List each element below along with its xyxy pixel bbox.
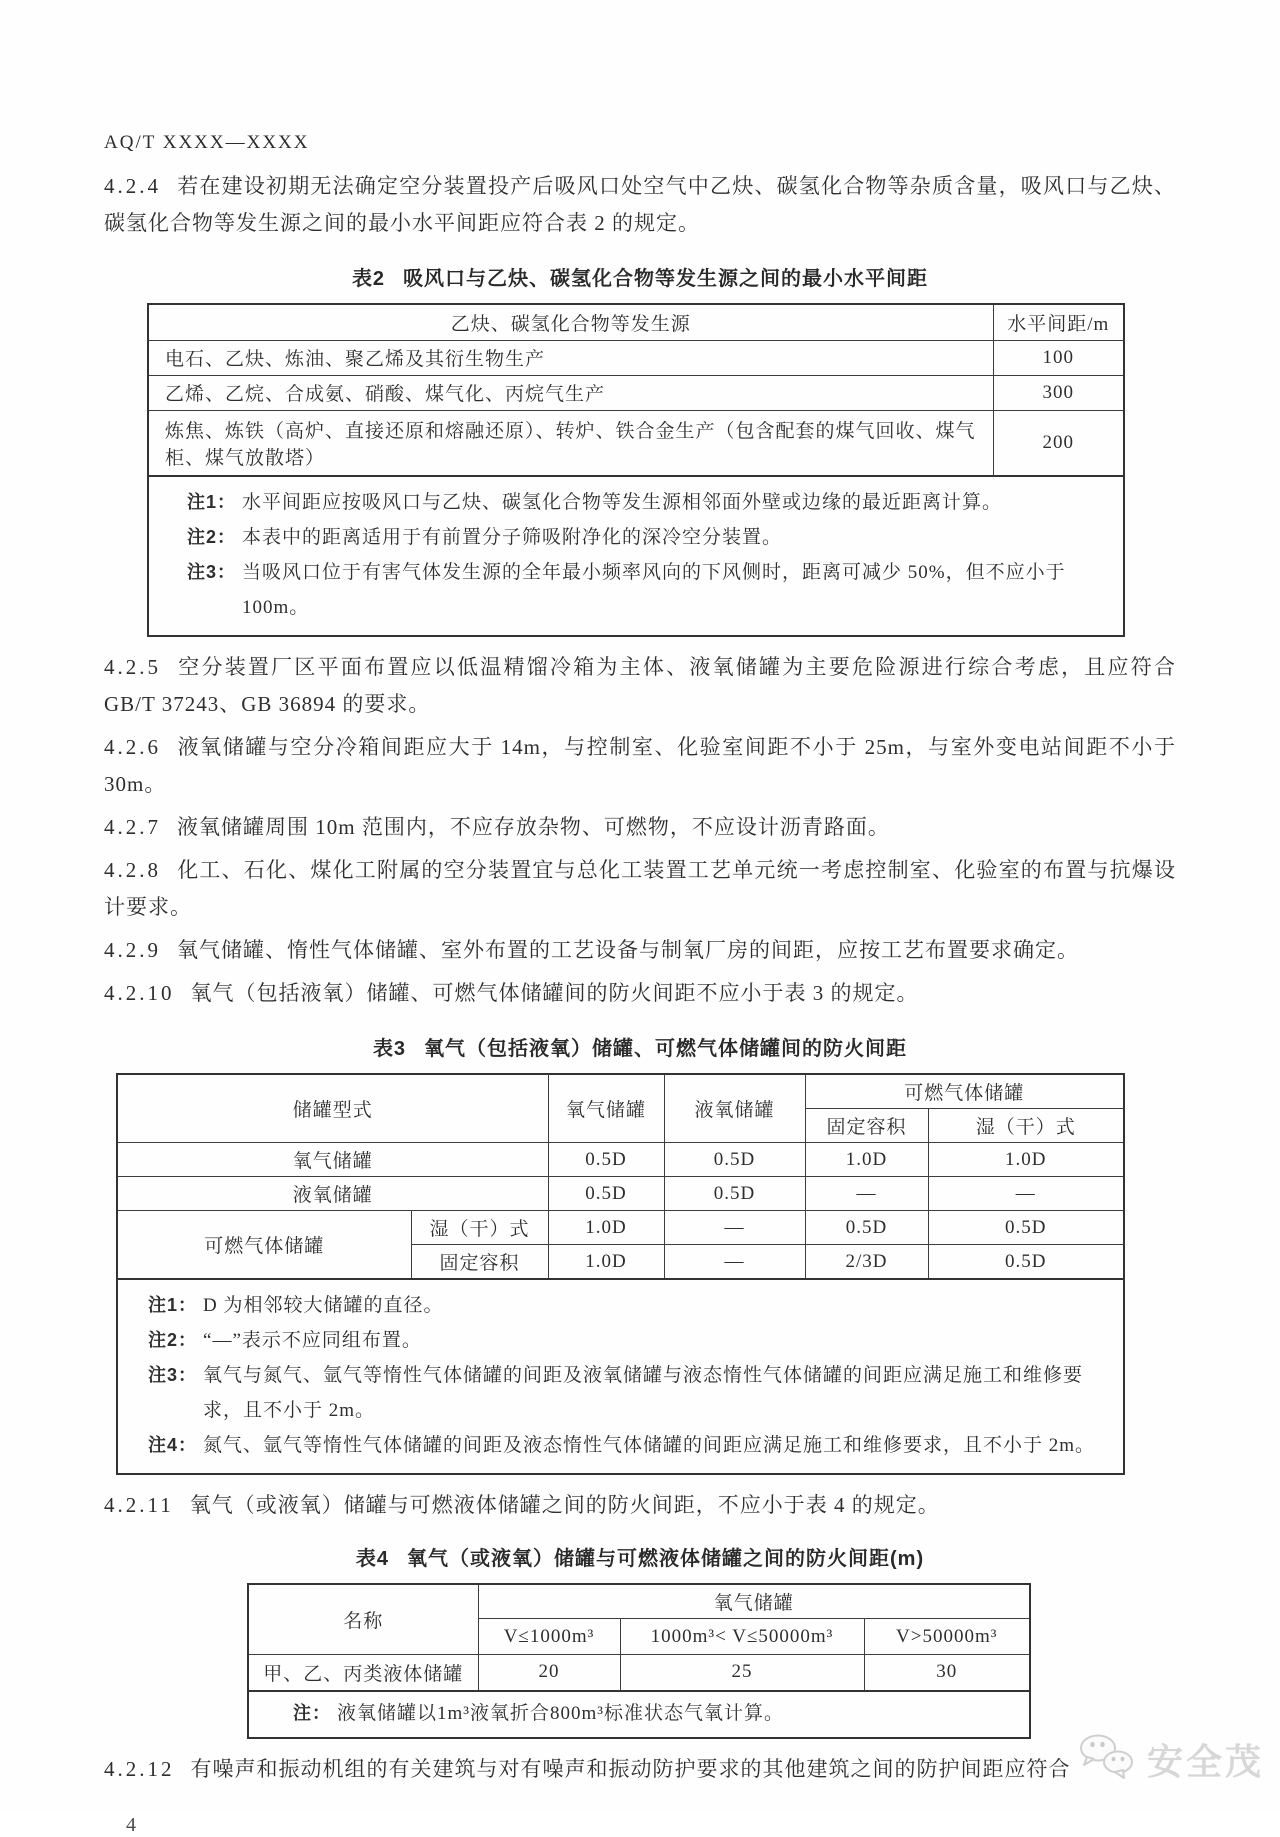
table2-note-2 [187,520,1109,555]
clause-4-2-5 [104,649,1176,723]
table4-header-oxygen-tank: 氧气储罐 [478,1584,1030,1619]
cell: 25 [620,1655,864,1691]
clause-text: 若在建设初期无法确定空分装置投产后吸风口处空气中乙炔、碳氢化合物等杂质含量，吸风口与乙炔、碳氢化合物等发生源之间的最小水平间距应符合表 2 的规定。 [104,174,1176,235]
cell: 20 [478,1655,620,1691]
note-label: 注： [293,1702,331,1723]
table2-row2-source: 炼焦、炼铁（高炉、直接还原和熔融还原）、转炉、铁合金生产（包含配套的煤气回收、煤气柜、煤气放散塔） [148,410,993,476]
table4-header-row-1 [248,1584,1030,1619]
table3-notes-row [117,1279,1124,1474]
clause-number: 4.2.10 [104,981,175,1005]
clause-4-2-9 [104,932,1176,969]
table3-note-2 [148,1323,1109,1358]
table2-row2-distance: 200 [993,410,1124,476]
clause-4-2-8 [104,852,1176,926]
table3-header-row-1 [117,1074,1124,1109]
cell: 0.5D [548,1143,664,1177]
table4-header-name: 名称 [248,1584,478,1655]
clause-number: 4.2.7 [104,815,161,839]
clause-text: 空分装置厂区平面布置应以低温精馏冷箱为主体、液氧储罐为主要危险源进行综合考虑，且应符合 GB/T 37243、GB 36894 的要求。 [104,655,1176,716]
table2-header-row [148,304,1124,340]
note-label: 注4： [148,1435,198,1455]
table3-header-tank-type: 储罐型式 [117,1074,548,1143]
table3-header-fixed-volume: 固定容积 [805,1109,928,1143]
watermark [1077,1733,1264,1786]
table-row [248,1655,1030,1691]
table4-notes [248,1691,1030,1738]
clause-4-2-10 [104,975,1176,1012]
note-label: 注2： [187,527,237,547]
cell: 0.5D [928,1245,1124,1280]
table2-row1-distance: 300 [993,375,1124,410]
table-row [148,375,1124,410]
table2-header-distance: 水平间距/m [993,304,1124,340]
note-text: 液氧储罐以1m³液氧折合800m³标准状态气氧计算。 [337,1702,784,1724]
cell: — [664,1245,805,1280]
table3 [116,1073,1125,1475]
cell: — [805,1177,928,1211]
note-label: 注1： [148,1295,198,1315]
table4-row0-label: 甲、乙、丙类液体储罐 [248,1655,478,1691]
note-label: 注3： [187,562,237,582]
note-text: 氮气、氩气等惰性气体储罐的间距及液态惰性气体储罐的间距应满足施工和维修要求，且不小于 2m。 [203,1435,1096,1456]
table-row [117,1143,1124,1177]
table3-caption-number: 表3 [372,1038,407,1060]
clause-number: 4.2.8 [104,858,161,882]
clause-4-2-12 [104,1751,1176,1788]
table2-note-3 [187,555,1109,625]
table2-caption-title: 吸风口与乙炔、碳氢化合物等发生源之间的最小水平间距 [403,268,929,290]
table3-note-4 [148,1428,1109,1463]
clause-number: 4.2.6 [104,735,161,759]
table4-header-v2: 1000m³< V≤50000m³ [620,1619,864,1655]
note-text: D 为相邻较大储罐的直径。 [203,1295,444,1316]
clause-4-2-7 [104,809,1176,846]
cell: 1.0D [548,1211,664,1245]
table3-caption-title: 氧气（包括液氧）储罐、可燃气体储罐间的防火间距 [424,1038,908,1060]
table3-header-oxygen: 氧气储罐 [548,1074,664,1143]
table4-caption-title: 氧气（或液氧）储罐与可燃液体储罐之间的防火间距(m) [407,1548,925,1570]
table2-note-1 [187,485,1109,520]
table3-row2-sub: 湿（干）式 [411,1211,548,1245]
table3-notes [117,1279,1124,1474]
table2-header-source: 乙炔、碳氢化合物等发生源 [148,304,993,340]
clause-4-2-6 [104,729,1176,803]
cell: 0.5D [548,1177,664,1211]
table3-note-3 [148,1358,1109,1428]
clause-number: 4.2.4 [104,174,161,198]
table2-caption-number: 表2 [351,268,386,290]
clause-number: 4.2.9 [104,938,161,962]
table2-row1-source: 乙烯、乙烷、合成氨、硝酸、煤气化、丙烷气生产 [148,375,993,410]
table-row [148,410,1124,476]
cell: 2/3D [805,1245,928,1280]
table2-notes-row [148,476,1124,636]
cell: — [664,1211,805,1245]
table4 [247,1583,1031,1739]
table3-header-wet-dry: 湿（干）式 [928,1109,1124,1143]
table3-header-lox: 液氧储罐 [664,1074,805,1143]
clause-text: 氧气储罐、惰性气体储罐、室外布置的工艺设备与制氧厂房的间距，应按工艺布置要求确定。 [177,938,1079,962]
table3-row3-sub: 固定容积 [411,1245,548,1280]
cell: 0.5D [664,1143,805,1177]
note-text: “—”表示不应同组布置。 [203,1330,422,1351]
note-text: 本表中的距离适用于有前置分子筛吸附净化的深冷空分装置。 [242,527,783,548]
table2 [147,303,1125,637]
clause-text: 有噪声和振动机组的有关建筑与对有噪声和振动防护要求的其他建筑之间的防护间距应符合 [190,1756,1071,1781]
clause-number: 4.2.11 [104,1493,174,1517]
table2-notes [148,476,1124,636]
table3-row1-label: 液氧储罐 [117,1177,548,1211]
page-number: 4 [126,1813,136,1836]
table4-caption [104,1542,1176,1571]
note-text: 水平间距应按吸风口与乙炔、碳氢化合物等发生源相邻面外壁或边缘的最近距离计算。 [242,492,1003,513]
cell: 0.5D [805,1211,928,1245]
note-text: 氧气与氮气、氩气等惰性气体储罐的间距及液氧储罐与液态惰性气体储罐的间距应满足施工和维修要求，且不小于 2m。 [203,1365,1084,1421]
clause-text: 液氧储罐周围 10m 范围内，不应存放杂物、可燃物，不应设计沥青路面。 [177,815,890,839]
table3-row0-label: 氧气储罐 [117,1143,548,1177]
cell: 1.0D [928,1143,1124,1177]
clause-4-2-11 [104,1487,1176,1524]
table3-row2-label: 可燃气体储罐 [117,1211,411,1280]
table-row [117,1211,1124,1245]
standard-number-header: AQ/T XXXX—XXXX [104,132,310,153]
cell: 30 [864,1655,1030,1691]
clause-text: 氧气（或液氧）储罐与可燃液体储罐之间的防火间距，不应小于表 4 的规定。 [189,1493,940,1517]
note-label: 注1： [187,492,237,512]
table-row [117,1177,1124,1211]
table4-caption-number: 表4 [355,1548,389,1570]
cell: 0.5D [928,1211,1124,1245]
note-label: 注2： [148,1330,198,1350]
clause-text: 化工、石化、煤化工附属的空分装置宜与总化工装置工艺单元统一考虑控制室、化验室的布置与抗爆设计要求。 [104,858,1176,919]
table4-header-v1: V≤1000m³ [478,1619,620,1655]
note-label: 注3： [148,1365,198,1385]
table3-caption [104,1032,1176,1061]
table4-notes-row [248,1691,1030,1738]
table4-header-v3: V>50000m³ [864,1619,1030,1655]
table4-note [293,1696,1015,1731]
clause-4-2-4 [104,168,1176,242]
table2-row0-distance: 100 [993,340,1124,375]
watermark-text: 安全茂 [1146,1741,1264,1782]
cell: 0.5D [664,1177,805,1211]
table-row [148,340,1124,375]
table3-header-flammable: 可燃气体储罐 [805,1074,1124,1109]
cell: 1.0D [805,1143,928,1177]
clause-number: 4.2.5 [104,655,161,679]
table2-row0-source: 电石、乙炔、炼油、聚乙烯及其衍生物生产 [148,340,993,375]
table3-note-1 [148,1288,1109,1323]
cell: 1.0D [548,1245,664,1280]
chat-bubbles-icon [1077,1733,1139,1786]
clause-number: 4.2.12 [104,1756,175,1781]
note-text: 当吸风口位于有害气体发生源的全年最小频率风向的下风侧时，距离可减少 50%，但不应小于 100m。 [242,562,1066,618]
cell: — [928,1177,1124,1211]
clause-text: 液氧储罐与空分冷箱间距应大于 14m，与控制室、化验室间距不小于 25m，与室外变电站间距不小于 30m。 [104,735,1176,796]
clause-text: 氧气（包括液氧）储罐、可燃气体储罐间的防火间距不应小于表 3 的规定。 [190,981,919,1005]
table2-caption [104,262,1176,291]
